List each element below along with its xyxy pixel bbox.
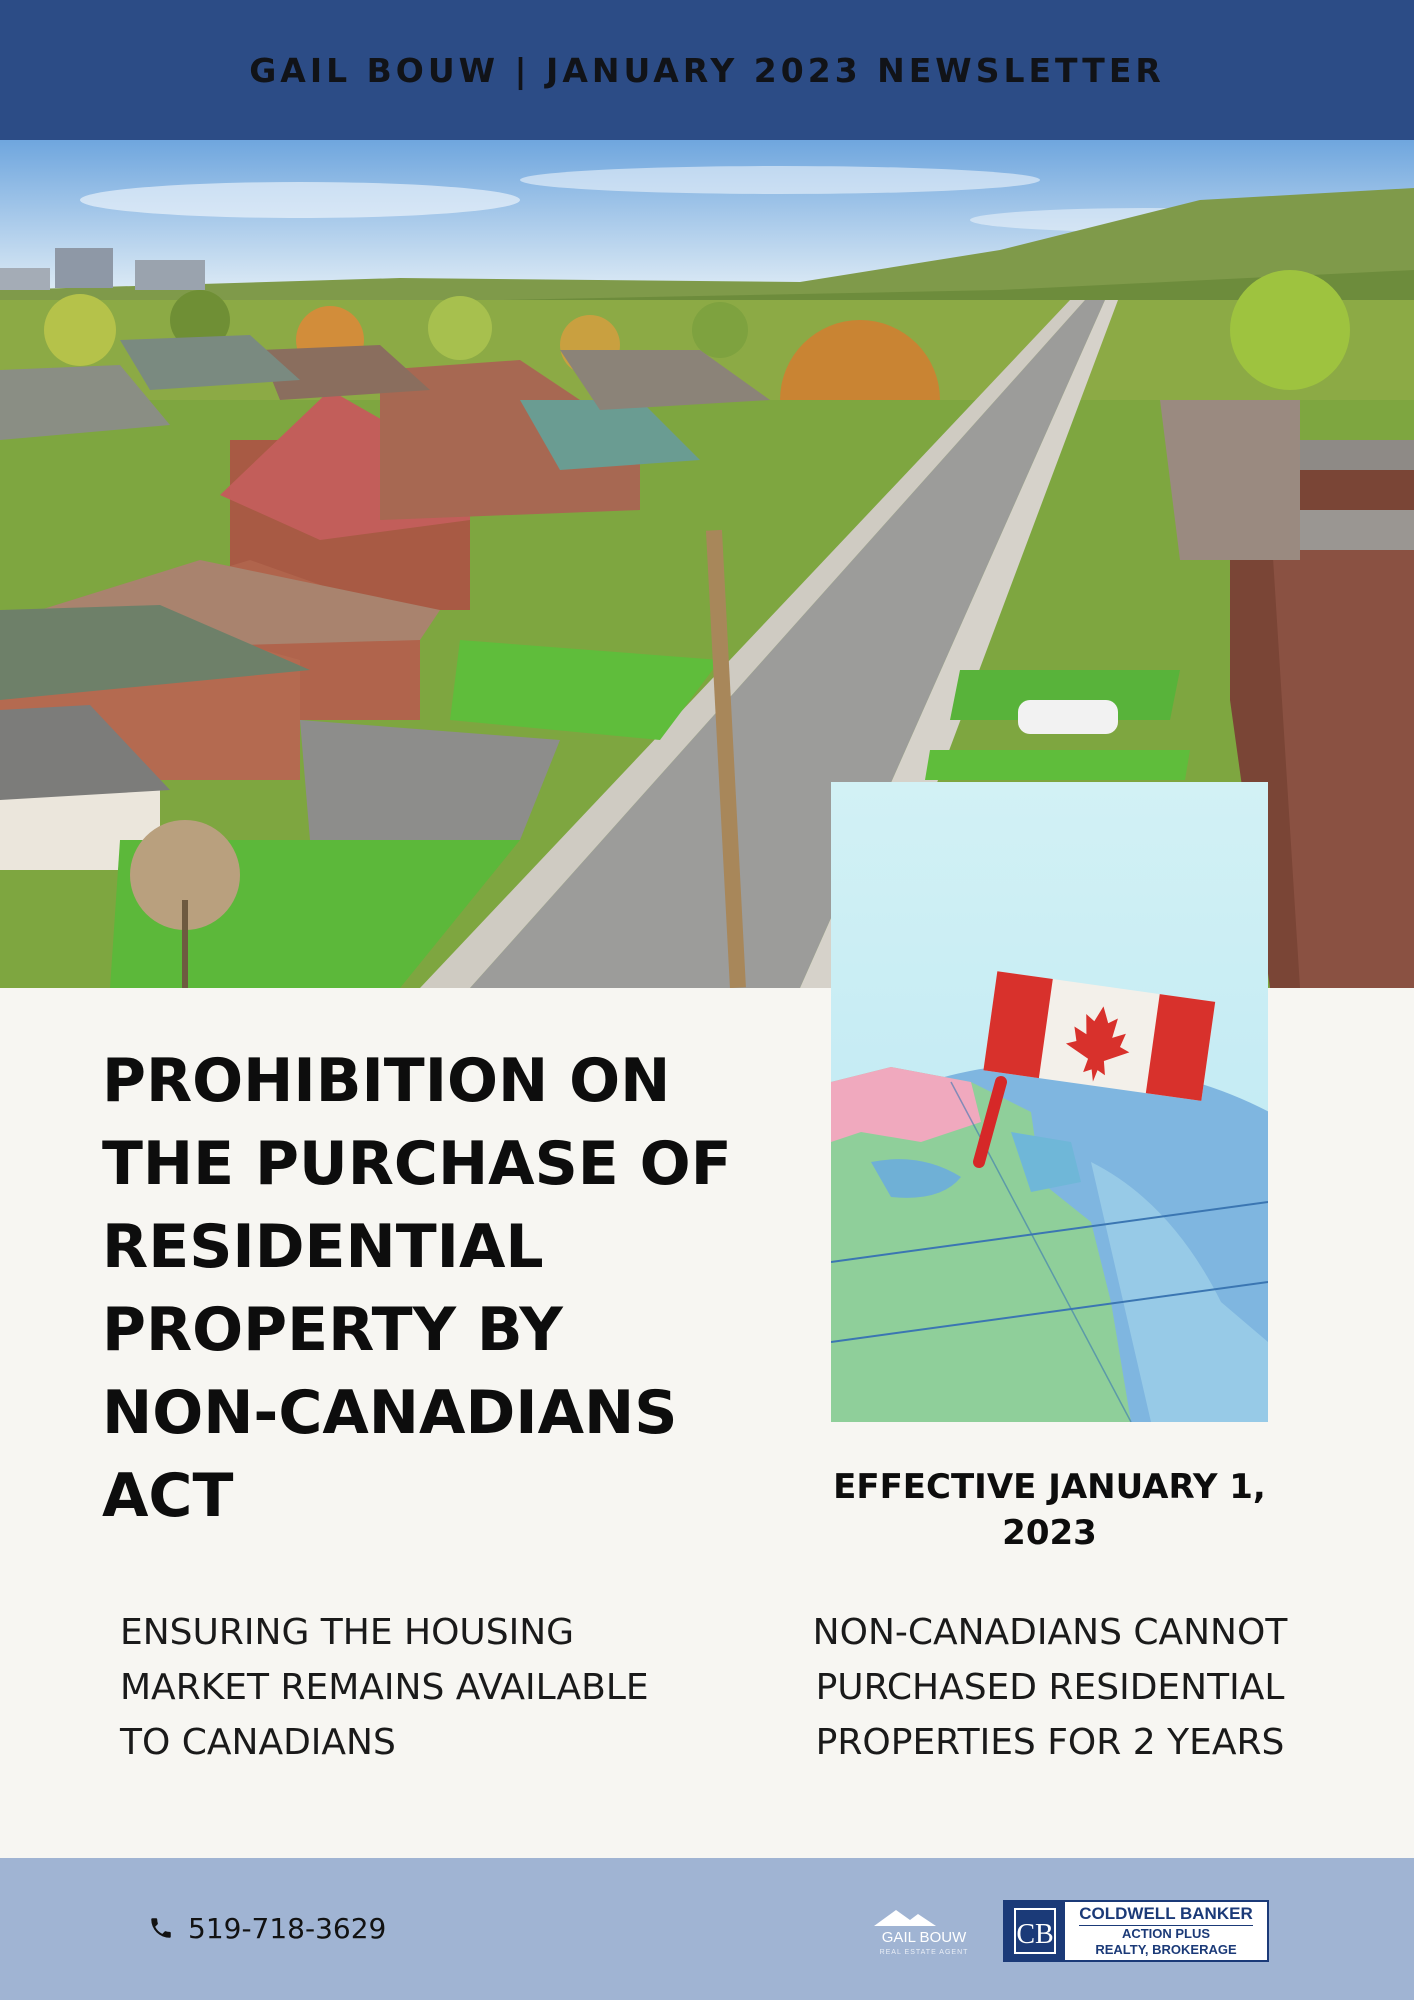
phone-number: 519-718-3629 — [188, 1911, 387, 1945]
newsletter-footer — [0, 1858, 1414, 2000]
svg-text:CB: CB — [1016, 1919, 1054, 1950]
point-housing-market: ENSURING THE HOUSING MARKET REMAINS AVAILABLE TO CANADIANS — [120, 1612, 649, 1763]
gail-bouw-logo — [866, 1904, 982, 1958]
newsletter-header — [0, 0, 1414, 140]
cb-line1: ACTION PLUS — [1121, 1926, 1211, 1941]
coldwell-banker-logo — [1003, 1900, 1269, 1962]
cb-line2: REALTY, BROKERAGE — [1095, 1942, 1237, 1957]
gail-bouw-logo-name: GAIL BOUW — [881, 1929, 967, 1946]
cb-monogram-icon — [1005, 1902, 1065, 1960]
effective-date: EFFECTIVE JANUARY 1, 2023 — [833, 1467, 1266, 1553]
point-non-canadians: NON-CANADIANS CANNOT PURCHASED RESIDENTIAL PROPERTIES FOR 2 YEARS — [812, 1612, 1288, 1763]
phone-icon — [148, 1915, 174, 1941]
phone-contact[interactable] — [148, 1908, 386, 1948]
flag-globe-photo — [831, 782, 1268, 1422]
cb-brand-name: COLDWELL BANKER — [1079, 1904, 1252, 1926]
article-title: PROHIBITION ON THE PURCHASE OF RESIDENTIAL PROPERTY BY NON-CANADIANS ACT — [102, 1046, 732, 1531]
newsletter-title: GAIL BOUW | JANUARY 2023 NEWSLETTER — [249, 50, 1165, 90]
gail-bouw-logo-tagline: REAL ESTATE AGENT — [879, 1949, 969, 1956]
